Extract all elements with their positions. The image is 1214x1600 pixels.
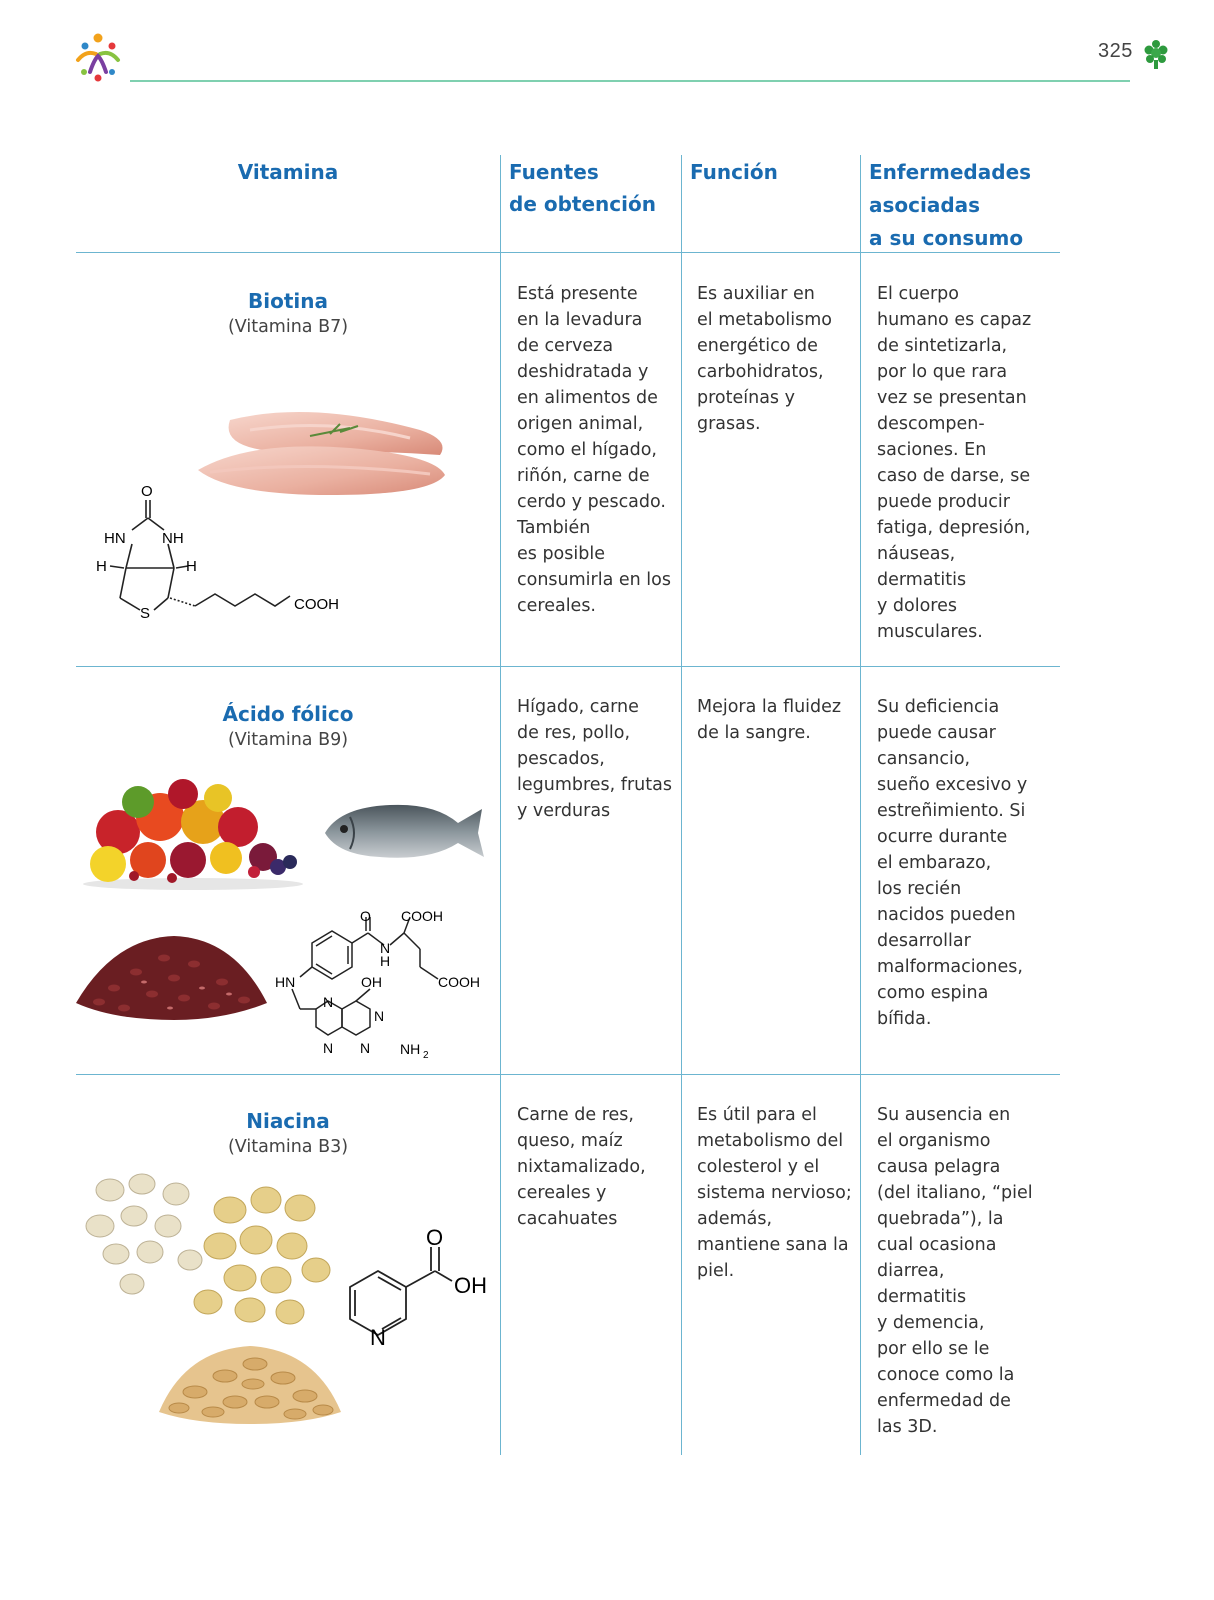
fish-image xyxy=(320,795,488,865)
atom-label: N xyxy=(360,1040,371,1056)
atom-label: N xyxy=(380,940,391,956)
col-header-fuentes: Fuentes de obtención xyxy=(509,160,656,216)
atom-label: N xyxy=(370,1325,386,1350)
atom-label: COOH xyxy=(438,974,480,990)
atom-label: H xyxy=(96,558,107,575)
atom-label: NH xyxy=(162,530,184,547)
atom-label: COOH xyxy=(401,908,443,924)
atom-label: NH xyxy=(400,1041,421,1057)
fuentes-cell: Está presente en la levadura de cerveza deshidratada y en alimentos de origen animal, como el hígado, riñón, carne de cerdo y pescado. También es posible consumirla en los cereales. xyxy=(517,284,671,616)
niacin-structure xyxy=(340,1225,495,1350)
atom-label: O xyxy=(360,908,371,924)
peanuts-image xyxy=(155,1340,345,1425)
atom-label: N xyxy=(323,994,334,1010)
atom-label: H xyxy=(380,953,391,969)
funcion-cell: Es útil para el metabolismo del colesterol y el sistema nervioso; además, mantiene sana la piel. xyxy=(697,1105,852,1281)
vitamin-name: Ácido fólico xyxy=(222,702,354,726)
atom-label: O xyxy=(426,1225,444,1250)
atom-label: HN xyxy=(275,974,296,990)
atom-label: 2 xyxy=(423,1050,429,1060)
funcion-cell: Es auxiliar en el metabolismo energético de carbohidratos, proteínas y grasas. xyxy=(697,284,833,434)
logo-icon xyxy=(72,32,124,84)
atom-label: O xyxy=(141,483,153,500)
atom-label: HN xyxy=(104,530,126,547)
enfermedades-cell: El cuerpo humano es capaz de sintetizarla, por lo que rara vez se presentan descompen- saciones. En caso de darse, se puede producir fatiga, depresión, náuseas, dermatitis y dolores musculares. xyxy=(877,284,1032,642)
atom-label: N xyxy=(374,1008,385,1024)
table-rule xyxy=(76,666,1060,667)
column-divider xyxy=(500,155,501,1455)
page-number: 325 xyxy=(1098,40,1133,62)
vitamin-subtitle: (Vitamina B9) xyxy=(227,730,349,750)
biotin-structure xyxy=(90,478,360,623)
atom-label: S xyxy=(140,605,151,622)
fuentes-cell: Carne de res, queso, maíz nixtamalizado, cereales y cacahuates xyxy=(517,1105,646,1229)
col-header-enfermedades: Enfermedades asociadas a su consumo xyxy=(869,160,1032,250)
table-rule xyxy=(76,252,1060,253)
vitamin-name: Biotina xyxy=(248,289,328,313)
fruit-pile-image xyxy=(78,772,308,892)
col-header-funcion: Función xyxy=(690,160,778,184)
col-header-vitamina: Vitamina xyxy=(237,160,339,184)
folic-acid-structure xyxy=(270,905,495,1060)
enfermedades-cell: Su deficiencia puede causar cansancio, sueño excesivo y estreñimiento. Si ocurre durante el embarazo, los recién nacidos pueden desarrollar malformaciones, como espina bífida. xyxy=(877,697,1028,1029)
vitamin-subtitle: (Vitamina B7) xyxy=(227,317,349,337)
header-rule xyxy=(130,80,1130,82)
corn-kernels-image xyxy=(80,1170,340,1330)
atom-label: N xyxy=(323,1040,334,1056)
tree-icon xyxy=(1142,38,1170,70)
vitamin-name: Niacina xyxy=(246,1109,330,1133)
table-rule xyxy=(76,1074,1060,1075)
atom-label: H xyxy=(186,558,197,575)
atom-label: COOH xyxy=(294,596,339,613)
funcion-cell: Mejora la fluidez de la sangre. xyxy=(697,697,842,743)
beans-image xyxy=(74,928,269,1023)
enfermedades-cell: Su ausencia en el organismo causa pelagra (del italiano, “piel quebrada”), la cual ocasiona diarrea, dermatitis y demencia, por ello se le conoce como la enfermedad de las 3D. xyxy=(877,1105,1033,1437)
atom-label: OH xyxy=(361,974,382,990)
vitamin-subtitle: (Vitamina B3) xyxy=(227,1137,349,1157)
fuentes-cell: Hígado, carne de res, pollo, pescados, legumbres, frutas y verduras xyxy=(517,697,672,821)
atom-label: OH xyxy=(454,1273,487,1298)
